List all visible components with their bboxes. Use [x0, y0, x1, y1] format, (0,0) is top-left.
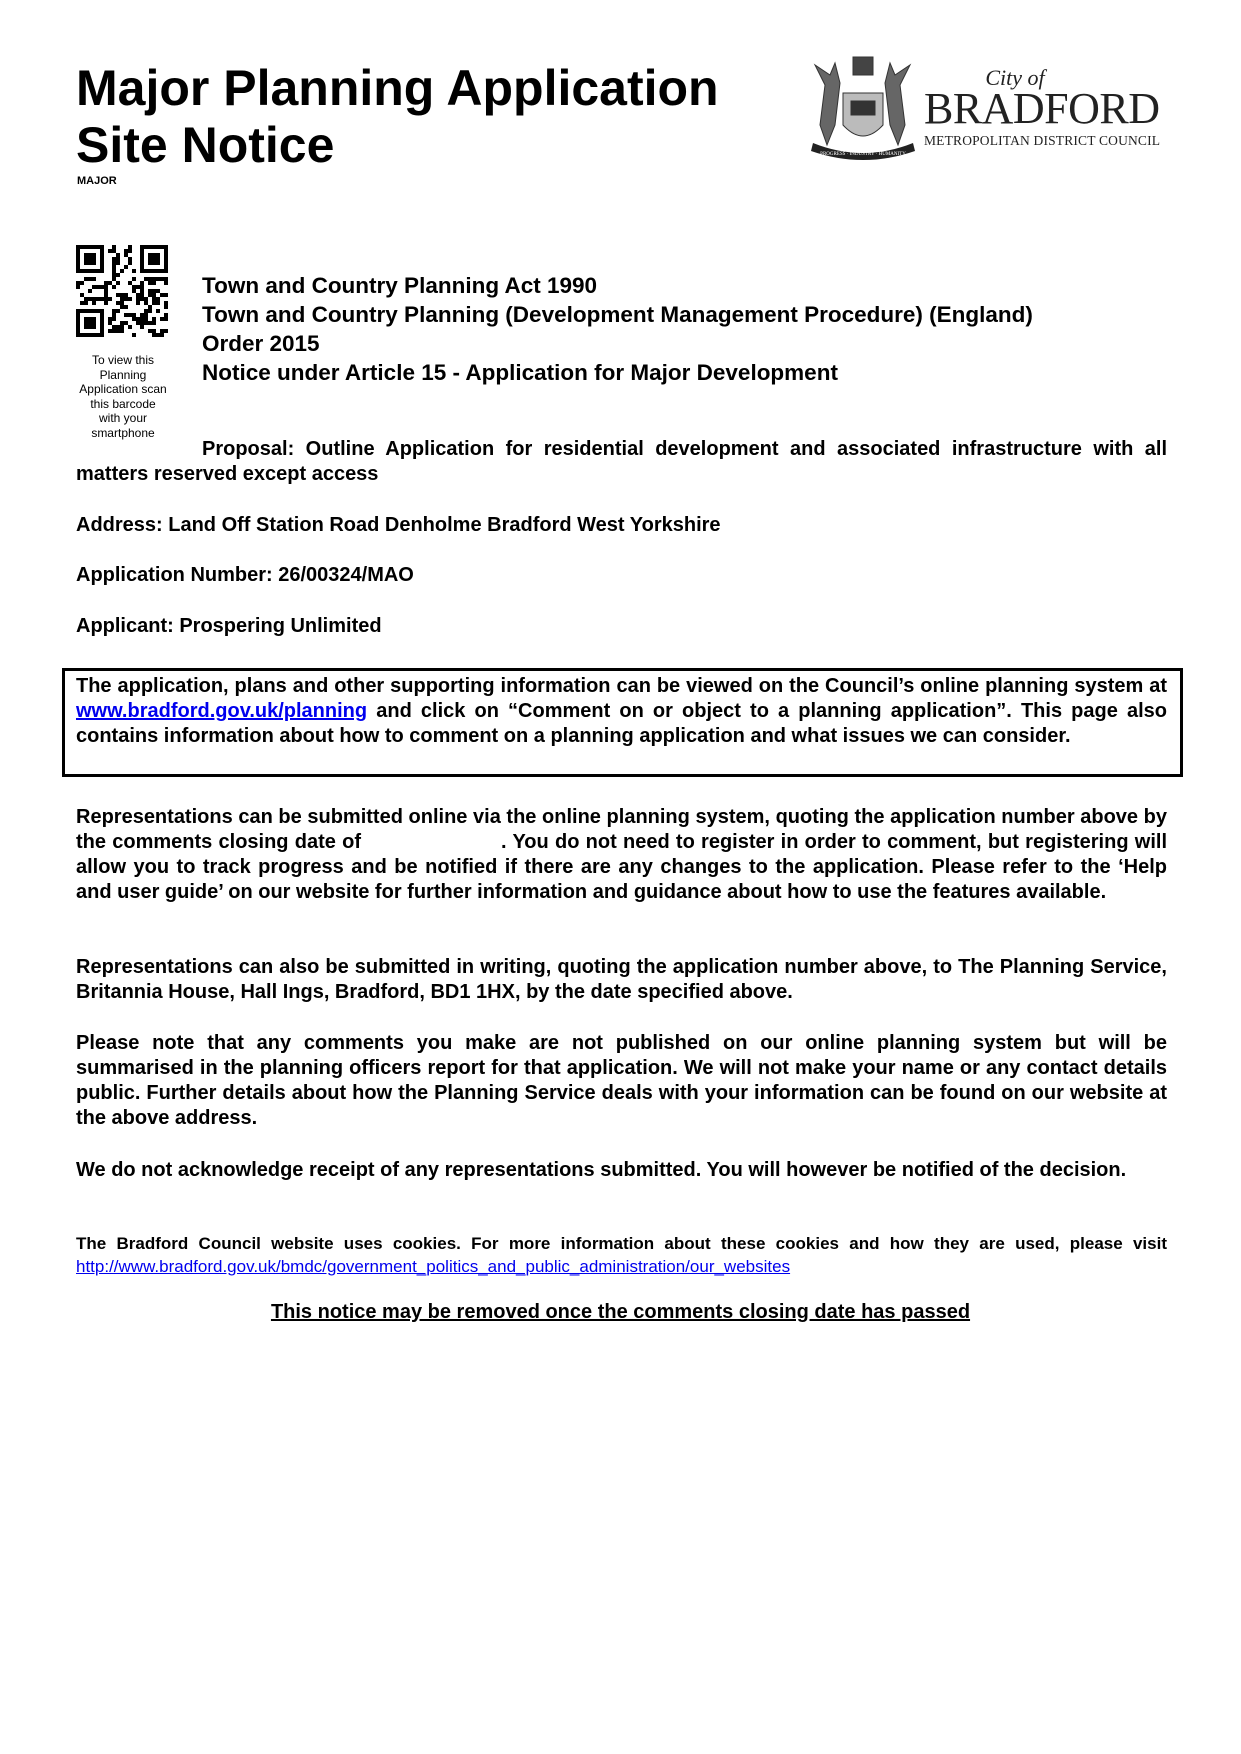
- online-text: Representations can be submitted online via the online planning system, quoting the application number above by the comments closing date of: [76, 806, 1167, 853]
- qr-code[interactable]: [76, 245, 168, 337]
- bradford-council-logo: [805, 55, 1165, 165]
- info-text: The application, plans and other supporting information can be viewed on the Council’s online planning system at: [76, 675, 1167, 697]
- legislation-heading: [202, 271, 1033, 387]
- page-title: [76, 60, 719, 174]
- act-line: Order 2015: [202, 331, 320, 356]
- publication-note: Please note that any comments you make are not published on our online planning system but will be summarised in the planning officers report for that application. We will not make your name or any contact details public. Further details about how the Planning Service deals with your information can be found on our website at the above address.: [76, 1032, 1167, 1129]
- title-line-2: Site Notice: [76, 117, 335, 173]
- acknowledgement-note: We do not acknowledge receipt of any representations submitted. You will however be notified of the decision.: [76, 1159, 1127, 1181]
- svg-text:PROGRESS · INDUSTRY · HUMANITY: PROGRESS · INDUSTRY · HUMANITY: [820, 152, 906, 157]
- cookies-link[interactable]: http://www.bradford.gov.uk/bmdc/government_politics_and_public_administration/our_websites: [76, 1257, 791, 1276]
- application-number: Application Number: 26/00324/MAO: [76, 564, 414, 586]
- qr-caption: [70, 353, 176, 440]
- qr-caption-line: this barcode: [90, 396, 156, 411]
- svg-text:METROPOLITAN DISTRICT COUNCIL: METROPOLITAN DISTRICT COUNCIL: [924, 133, 1160, 148]
- removal-notice: This notice may be removed once the comments closing date has passed: [270, 1301, 971, 1323]
- act-line: Town and Country Planning (Development Management Procedure) (England): [202, 302, 1033, 327]
- cookies-note: [76, 1232, 1167, 1278]
- act-line: Town and Country Planning Act 1990: [202, 273, 598, 298]
- qr-caption-line: with your: [98, 411, 148, 425]
- act-line: Notice under Article 15 - Application for Major Development: [202, 360, 838, 385]
- qr-caption-line: Planning: [99, 367, 147, 382]
- planning-website-link[interactable]: www.bradford.gov.uk/planning: [76, 700, 368, 722]
- title-line-1: Major Planning Application: [76, 60, 719, 116]
- online-representations: [76, 805, 1167, 905]
- qr-code-icon: [76, 245, 168, 337]
- online-text: . You do not need to register in order to comment, but registering will allow you to track progress and be notified if there are any changes to the application. Please refer to the ‘Help and user guide’ on our website for further information and guidance about how to use the features available.: [76, 831, 1168, 903]
- address: Address: Land Off Station Road Denholme Bradford West Yorkshire: [76, 514, 721, 536]
- info-box: [62, 668, 1183, 777]
- info-text: and click on “Comment on or object to a planning application”. This page also contains information about how to comment on a planning application and what issues we can consider.: [76, 700, 1167, 747]
- proposal: Proposal: Outline Application for residential development and associated infrastructure with all matters reserved except access: [76, 438, 1167, 485]
- svg-text:City of: City of: [985, 65, 1045, 90]
- written-representations: Representations can also be submitted in writing, quoting the application number above, to The Planning Service, Britannia House, Hall Ings, Bradford, BD1 1HX, by the date specified above.: [76, 956, 1167, 1003]
- cookies-text: The Bradford Council website uses cookies. For more information about these cookies and how they are used, please visit: [76, 1234, 1167, 1253]
- qr-caption-line: Application scan: [79, 382, 167, 396]
- qr-caption-line: smartphone: [91, 425, 155, 440]
- svg-text:BRADFORD: BRADFORD: [924, 84, 1160, 133]
- coat-of-arms-icon: [805, 55, 1165, 165]
- category-label: MAJOR: [77, 175, 117, 187]
- applicant: Applicant: Prospering Unlimited: [76, 615, 382, 637]
- qr-caption-line: To view this: [91, 353, 155, 367]
